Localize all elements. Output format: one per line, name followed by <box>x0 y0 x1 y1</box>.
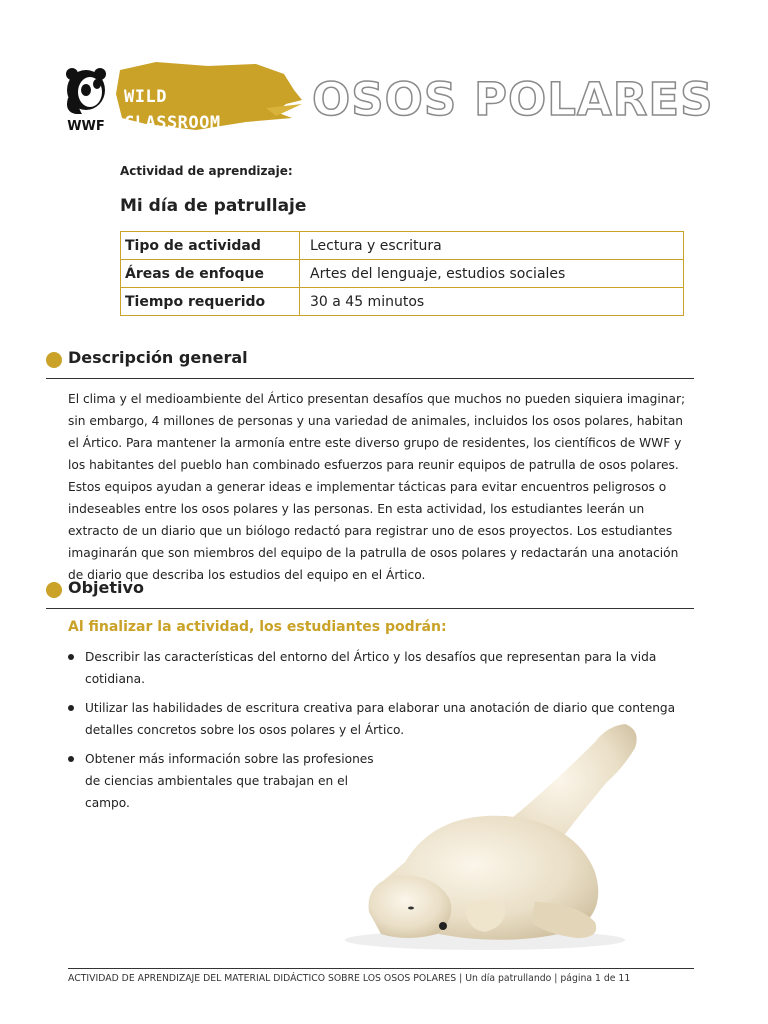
row-value: Lectura y escritura <box>300 232 684 260</box>
overview-section-header <box>46 346 694 379</box>
bullet-dot-icon <box>46 582 62 598</box>
wwf-panda-logo <box>62 68 110 134</box>
wwf-logo-text: WWF <box>67 119 105 134</box>
activity-title: Mi día de patrullaje <box>120 196 307 216</box>
polar-bear-image <box>345 712 645 952</box>
activity-kicker: Actividad de aprendizaje: <box>120 164 293 178</box>
bullet-dot-icon <box>46 352 62 368</box>
wild-classroom-label: WILD CLASSROOM <box>124 87 221 133</box>
table-row <box>121 288 684 316</box>
footer-divider <box>68 968 694 969</box>
list-item: Utilizar las habilidades de escritura creativa para elaborar una anotación de diario que contenga detalles concretos sobre los osos polares y el Ártico. <box>68 697 700 741</box>
row-label: Tiempo requerido <box>121 288 300 316</box>
overview-heading: Descripción general <box>68 348 248 367</box>
row-label: Áreas de enfoque <box>121 260 300 288</box>
list-item: Obtener más información sobre las profesiones de ciencias ambientales que trabajan en el campo. <box>68 748 385 814</box>
objective-heading: Objetivo <box>68 578 144 597</box>
footer-text: ACTIVIDAD DE APRENDIZAJE DEL MATERIAL DIDÁCTICO SOBRE LOS OSOS POLARES | Un día patrullando | página 1 de 11 <box>68 973 631 984</box>
row-label: Tipo de actividad <box>121 232 300 260</box>
list-item: Describir las características del entorno del Ártico y los desafíos que representan para la vida cotidiana. <box>68 646 700 690</box>
table-row <box>121 232 684 260</box>
activity-info-table <box>120 231 684 316</box>
row-value: 30 a 45 minutos <box>300 288 684 316</box>
table-row <box>121 260 684 288</box>
row-value: Artes del lenguaje, estudios sociales <box>300 260 684 288</box>
objective-section-header <box>46 576 694 609</box>
overview-paragraph: El clima y el medioambiente del Ártico presentan desafíos que muchos no pueden siquiera imaginar; sin embargo, 4 millones de personas y una variedad de animales, incluidos los osos polares, habitan el Ártico. Para mantener la armonía entre este diverso grupo de residentes, los científicos de WWF y los habitantes del pueblo han combinado esfuerzos para reunir equipos de patrulla de osos polares. Estos equipos ayudan a generar ideas e implementar tácticas para evitar encuentros peligrosos o indeseables entre los osos polares y las personas. En esta actividad, los estudiantes leerán un extracto de un diario que un biólogo redactó para registrar uno de esos proyectos. Los estudiantes imaginarán que son miembros del equipo de la patrulla de osos polares y redactarán una anotación de diario que describa los estudios del equipo en el Ártico. <box>68 392 686 582</box>
document-title: OSOS POLARES <box>312 73 714 126</box>
objective-lead: Al finalizar la actividad, los estudiantes podrán: <box>68 619 447 635</box>
